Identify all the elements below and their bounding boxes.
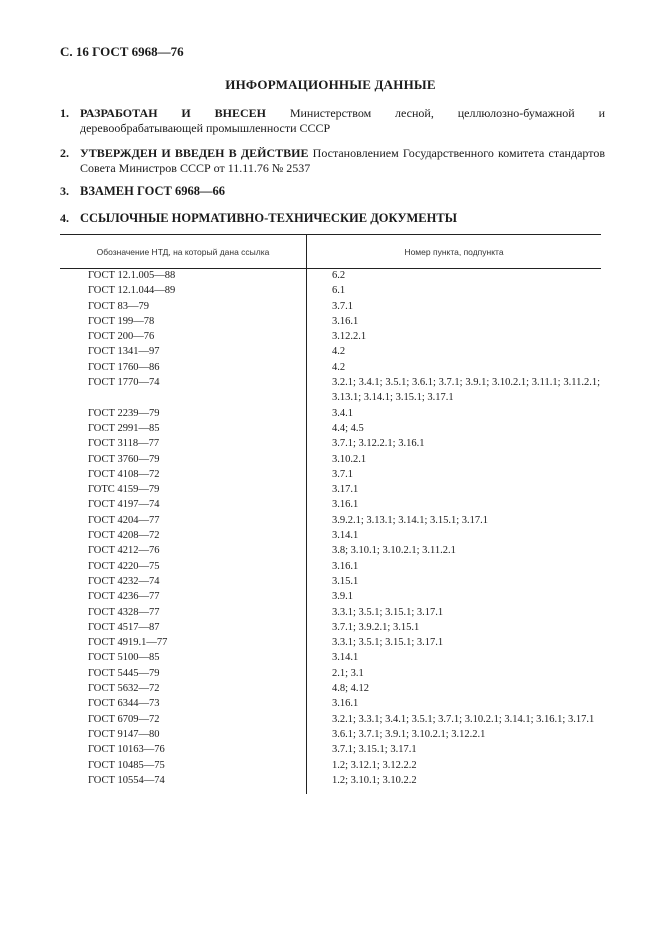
standard-designation: ГОСТ 4197—74 xyxy=(88,499,160,511)
info-item-4 xyxy=(60,211,605,226)
row-indent xyxy=(60,574,88,589)
item-body xyxy=(80,211,605,226)
clause-numbers: 3.2.1; 3.3.1; 3.4.1; 3.5.1; 3.7.1; 3.10.2.1; 3.14.1; 3.16.1; 3.17.1 xyxy=(332,713,595,725)
standard-designation: ГОСТ 4517—87 xyxy=(88,621,160,633)
row-indent xyxy=(60,375,88,406)
table-row xyxy=(60,329,601,344)
reference-table xyxy=(60,234,601,269)
info-item-1 xyxy=(60,106,605,136)
item-lead: УТВЕРЖДЕН И ВВЕДЕН В ДЕЙСТВИЕ xyxy=(80,146,309,160)
table-row xyxy=(60,742,601,757)
standard-designation: ГОСТ 6344—73 xyxy=(88,698,160,710)
standard-designation: ГОСТ 1760—86 xyxy=(88,361,160,373)
standard-designation: ГОСТ 6709—72 xyxy=(88,713,160,725)
clause-numbers: 3.9.2.1; 3.13.1; 3.14.1; 3.15.1; 3.17.1 xyxy=(332,514,489,526)
standard-designation: ГОСТ 5632—72 xyxy=(88,683,160,695)
section-title: ИНФОРМАЦИОННЫЕ ДАННЫЕ xyxy=(225,77,436,92)
clause-numbers: 4.2 xyxy=(332,361,346,373)
clause-numbers: 6.1 xyxy=(332,285,346,297)
row-indent xyxy=(60,773,88,788)
standard-designation: ГОСТ 9147—80 xyxy=(88,728,160,740)
standard-designation: ГОСТ 4232—74 xyxy=(88,575,160,587)
table-row xyxy=(60,543,601,558)
info-item-3 xyxy=(60,184,605,199)
table-row xyxy=(60,650,601,665)
table-row xyxy=(60,635,601,650)
clause-numbers: 3.16.1 xyxy=(332,698,359,710)
standard-designation: ГОСТ 3118—77 xyxy=(88,438,160,450)
column-header-clause: Номер пункта, подпункта xyxy=(404,247,504,257)
clause-numbers: 6.2 xyxy=(332,270,346,281)
table-row xyxy=(60,727,601,742)
page-header: С. 16 ГОСТ 6968—76 xyxy=(60,44,184,59)
clause-numbers: 3.7.1 xyxy=(332,300,353,312)
table-row xyxy=(60,344,601,359)
standard-designation: ГОСТ 4919.1—77 xyxy=(88,637,168,649)
clause-numbers: 3.2.1; 3.4.1; 3.5.1; 3.6.1; 3.7.1; 3.9.1; 3.10.2.1; 3.11.1; 3.11.2.1; 3.13.1; 3.14.1; 3.15.1; 3.17.1 xyxy=(332,377,600,404)
table-row xyxy=(60,375,601,406)
row-indent xyxy=(60,482,88,497)
row-indent xyxy=(60,528,88,543)
standard-designation: ГОСТ 199—78 xyxy=(88,315,155,327)
standard-designation: ГОТС 4159—79 xyxy=(88,484,160,496)
table-row xyxy=(60,528,601,543)
clause-numbers: 4.8; 4.12 xyxy=(332,683,370,695)
clause-numbers: 3.16.1 xyxy=(332,560,359,572)
table-row xyxy=(60,559,601,574)
clause-numbers: 3.3.1; 3.5.1; 3.15.1; 3.17.1 xyxy=(332,637,444,649)
row-indent xyxy=(60,344,88,359)
clause-numbers: 3.8; 3.10.1; 3.10.2.1; 3.11.2.1 xyxy=(332,545,456,557)
table-row xyxy=(60,283,601,298)
clause-numbers: 3.7.1; 3.9.2.1; 3.15.1 xyxy=(332,621,420,633)
item-lead: ВЗАМЕН ГОСТ 6968—66 xyxy=(80,184,225,198)
table-row xyxy=(60,436,601,451)
table-row xyxy=(60,620,601,635)
standard-designation: ГОСТ 4208—72 xyxy=(88,530,160,542)
standard-designation: ГОСТ 12.1.044—89 xyxy=(88,285,176,297)
row-indent xyxy=(60,299,88,314)
clause-numbers: 3.9.1 xyxy=(332,591,353,603)
info-item-2 xyxy=(60,146,605,176)
clause-numbers: 3.16.1 xyxy=(332,499,359,511)
table-row xyxy=(60,574,601,589)
clause-numbers: 3.16.1 xyxy=(332,315,359,327)
item-text: Министерством лесной, целлюлозно-бумажной и деревообрабатывающей промышленности СССР xyxy=(80,106,605,135)
row-indent xyxy=(60,635,88,650)
clause-numbers: 3.7.1; 3.15.1; 3.17.1 xyxy=(332,744,417,756)
clause-numbers: 4.4; 4.5 xyxy=(332,422,364,434)
standard-designation: ГОСТ 2239—79 xyxy=(88,407,160,419)
table-row xyxy=(60,314,601,329)
item-lead: РАЗРАБОТАН И ВНЕСЕН xyxy=(80,106,266,120)
table-row xyxy=(60,681,601,696)
standard-designation: ГОСТ 10554—74 xyxy=(88,774,165,786)
standard-designation: ГОСТ 1341—97 xyxy=(88,346,160,358)
table-row xyxy=(60,360,601,375)
standard-designation: ГОСТ 4236—77 xyxy=(88,591,160,603)
row-indent xyxy=(60,283,88,298)
table-header xyxy=(60,234,601,269)
clause-numbers: 3.17.1 xyxy=(332,484,359,496)
standard-designation: ГОСТ 4328—77 xyxy=(88,606,160,618)
row-indent xyxy=(60,742,88,757)
standard-designation: ГОСТ 10163—76 xyxy=(88,744,165,756)
table-row xyxy=(60,467,601,482)
row-indent xyxy=(60,406,88,421)
row-indent xyxy=(60,329,88,344)
row-indent xyxy=(60,268,88,283)
standard-designation: ГОСТ 10485—75 xyxy=(88,759,165,771)
clause-numbers: 1.2; 3.12.1; 3.12.2.2 xyxy=(332,759,417,771)
row-indent xyxy=(60,559,88,574)
standard-designation: ГОСТ 4108—72 xyxy=(88,468,160,480)
standard-designation: ГОСТ 4212—76 xyxy=(88,545,160,557)
table-row xyxy=(60,513,601,528)
clause-numbers: 3.7.1; 3.12.2.1; 3.16.1 xyxy=(332,438,425,450)
clause-numbers: 3.3.1; 3.5.1; 3.15.1; 3.17.1 xyxy=(332,606,444,618)
row-indent xyxy=(60,620,88,635)
table-row xyxy=(60,268,601,283)
row-indent xyxy=(60,650,88,665)
standard-designation: ГОСТ 200—76 xyxy=(88,331,155,343)
table-row xyxy=(60,758,601,773)
column-header-designation: Обозначение НТД, на который дана ссылка xyxy=(96,247,270,257)
item-number: 4. xyxy=(60,211,69,225)
row-indent xyxy=(60,696,88,711)
standard-designation: ГОСТ 4204—77 xyxy=(88,514,160,526)
standard-designation: ГОСТ 5445—79 xyxy=(88,667,160,679)
row-indent xyxy=(60,314,88,329)
row-indent xyxy=(60,360,88,375)
item-body xyxy=(80,184,605,199)
clause-numbers: 3.7.1 xyxy=(332,468,353,480)
clause-numbers: 3.4.1 xyxy=(332,407,353,419)
table-row xyxy=(60,497,601,512)
row-indent xyxy=(60,605,88,620)
clause-numbers: 1.2; 3.10.1; 3.10.2.2 xyxy=(332,774,417,786)
item-text: Постановлением Государственного комитета стандартов Совета Министров СССР от 11.11.76 № 2537 xyxy=(80,146,605,175)
standard-designation: ГОСТ 83—79 xyxy=(88,300,150,312)
row-indent xyxy=(60,421,88,436)
clause-numbers: 3.14.1 xyxy=(332,530,359,542)
clause-numbers: 4.2 xyxy=(332,346,346,358)
row-indent xyxy=(60,758,88,773)
table-row xyxy=(60,712,601,727)
clause-numbers: 3.10.2.1 xyxy=(332,453,367,465)
table-body xyxy=(60,268,601,788)
clause-numbers: 3.12.2.1 xyxy=(332,331,367,343)
row-indent xyxy=(60,513,88,528)
standard-designation: ГОСТ 4220—75 xyxy=(88,560,160,572)
item-number: 1. xyxy=(60,106,69,120)
item-number: 3. xyxy=(60,184,69,198)
item-body xyxy=(80,106,605,136)
row-indent xyxy=(60,666,88,681)
standard-designation: ГОСТ 12.1.005—88 xyxy=(88,270,176,281)
standard-designation: ГОСТ 1770—74 xyxy=(88,377,160,389)
row-indent xyxy=(60,452,88,467)
table-row xyxy=(60,406,601,421)
item-lead: ССЫЛОЧНЫЕ НОРМАТИВНО-ТЕХНИЧЕСКИЕ ДОКУМЕНТЫ xyxy=(80,211,457,225)
table-row xyxy=(60,589,601,604)
clause-numbers: 3.14.1 xyxy=(332,652,359,664)
row-indent xyxy=(60,543,88,558)
standard-designation: ГОСТ 3760—79 xyxy=(88,453,160,465)
clause-numbers: 2.1; 3.1 xyxy=(332,667,364,679)
item-number: 2. xyxy=(60,146,69,160)
row-indent xyxy=(60,589,88,604)
table-row xyxy=(60,773,601,788)
item-body xyxy=(80,146,605,176)
row-indent xyxy=(60,436,88,451)
standard-designation: ГОСТ 2991—85 xyxy=(88,422,160,434)
table-row xyxy=(60,696,601,711)
clause-numbers: 3.6.1; 3.7.1; 3.9.1; 3.10.2.1; 3.12.2.1 xyxy=(332,728,486,740)
table-row xyxy=(60,299,601,314)
row-indent xyxy=(60,497,88,512)
table-row xyxy=(60,482,601,497)
table-row xyxy=(60,452,601,467)
clause-numbers: 3.15.1 xyxy=(332,575,359,587)
row-indent xyxy=(60,727,88,742)
table-row xyxy=(60,605,601,620)
standard-designation: ГОСТ 5100—85 xyxy=(88,652,160,664)
row-indent xyxy=(60,681,88,696)
row-indent xyxy=(60,467,88,482)
table-row xyxy=(60,666,601,681)
row-indent xyxy=(60,712,88,727)
table-row xyxy=(60,421,601,436)
